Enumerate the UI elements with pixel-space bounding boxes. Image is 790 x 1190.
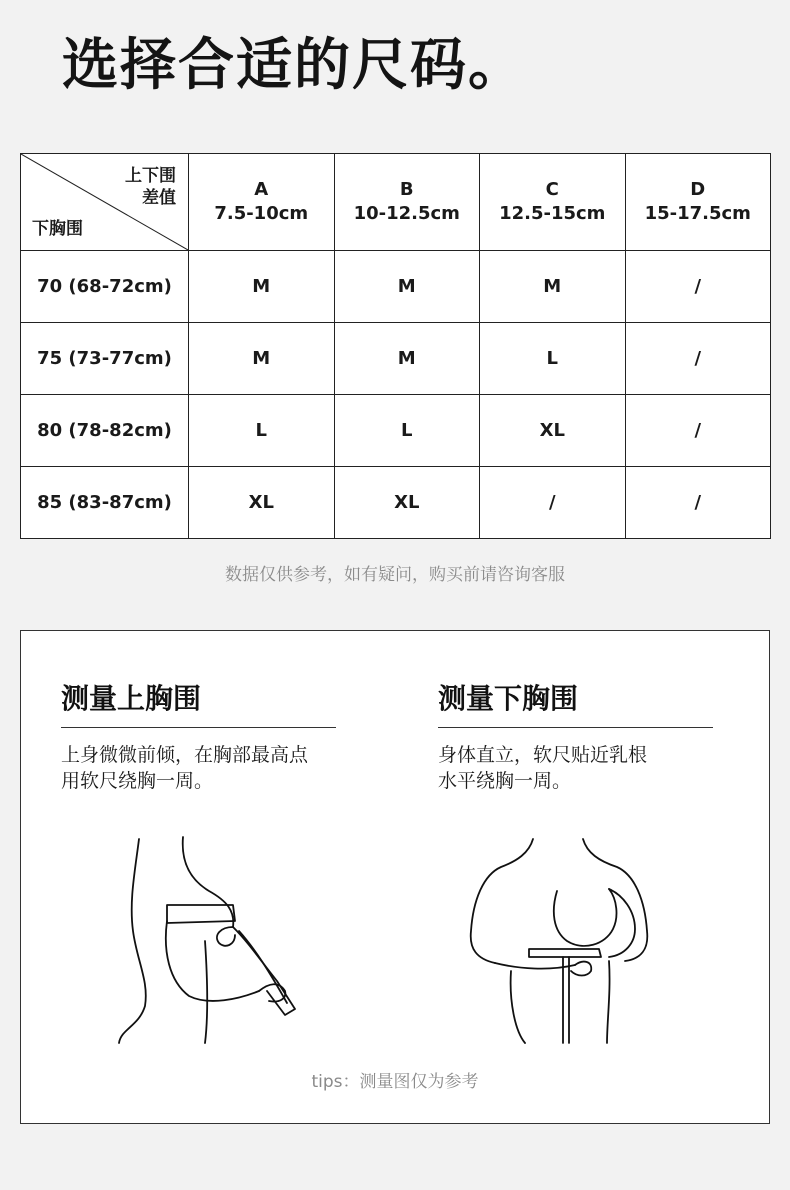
- row-label: 80 (78-82cm): [21, 395, 189, 467]
- under-bust-instructions: [438, 742, 713, 794]
- column-range: 10-12.5cm: [353, 203, 460, 224]
- column-range: 15-17.5cm: [644, 203, 751, 224]
- corner-bottom-label: 下胸围: [32, 219, 83, 239]
- table-row: [21, 323, 771, 395]
- column-range: 7.5-10cm: [214, 203, 309, 224]
- table-cell: L: [189, 395, 335, 467]
- table-cell: /: [625, 395, 771, 467]
- under-bust-title: 测量下胸围: [438, 679, 713, 728]
- upper-bust-title: 测量上胸围: [61, 679, 336, 728]
- column-letter: C: [545, 179, 559, 200]
- table-row: [21, 251, 771, 323]
- disclaimer-note: 数据仅供参考，如有疑问，购买前请咨询客服: [225, 565, 565, 585]
- column-letter: D: [690, 179, 706, 200]
- table-cell: M: [480, 251, 626, 323]
- table-cell: M: [189, 251, 335, 323]
- under-bust-instruction-line2: 水平绕胸一周。: [438, 770, 572, 792]
- upper-bust-measuring-illustration: [109, 831, 309, 1046]
- row-label: 75 (73-77cm): [21, 323, 189, 395]
- table-cell: XL: [189, 467, 335, 539]
- corner-top-label: [125, 165, 176, 209]
- column-header-c: [480, 154, 626, 251]
- under-bust-section: [438, 679, 713, 794]
- measurement-guide-panel: [20, 630, 770, 1124]
- tips-note: tips：测量图仅为参考: [311, 1072, 479, 1092]
- table-cell: /: [625, 323, 771, 395]
- table-cell: /: [625, 467, 771, 539]
- column-range: 12.5-15cm: [499, 203, 606, 224]
- page-title: 选择合适的尺码。: [62, 33, 526, 98]
- upper-bust-instruction-line2: 用软尺绕胸一周。: [61, 770, 214, 792]
- column-header-a: [189, 154, 335, 251]
- under-bust-measuring-illustration: [459, 831, 659, 1046]
- table-cell: XL: [480, 395, 626, 467]
- column-header-d: [625, 154, 771, 251]
- corner-top-label-line2: 差值: [142, 188, 176, 208]
- table-header-row: [21, 154, 771, 251]
- table-cell: M: [189, 323, 335, 395]
- column-letter: A: [254, 179, 269, 200]
- column-header-b: [334, 154, 480, 251]
- under-bust-instruction-line1: 身体直立，软尺贴近乳根: [438, 744, 648, 766]
- size-chart-table: [20, 153, 771, 539]
- table-row: [21, 467, 771, 539]
- table-cell: /: [625, 251, 771, 323]
- table-corner-cell: [21, 154, 189, 251]
- table-cell: L: [334, 395, 480, 467]
- table-cell: /: [480, 467, 626, 539]
- corner-top-label-line1: 上下围: [125, 166, 176, 186]
- table-row: [21, 395, 771, 467]
- table-cell: XL: [334, 467, 480, 539]
- row-label: 85 (83-87cm): [21, 467, 189, 539]
- row-label: 70 (68-72cm): [21, 251, 189, 323]
- upper-bust-instruction-line1: 上身微微前倾，在胸部最高点: [61, 744, 309, 766]
- table-cell: M: [334, 251, 480, 323]
- table-cell: L: [480, 323, 626, 395]
- column-letter: B: [399, 179, 414, 200]
- upper-bust-section: [61, 679, 336, 794]
- table-cell: M: [334, 323, 480, 395]
- upper-bust-instructions: [61, 742, 336, 794]
